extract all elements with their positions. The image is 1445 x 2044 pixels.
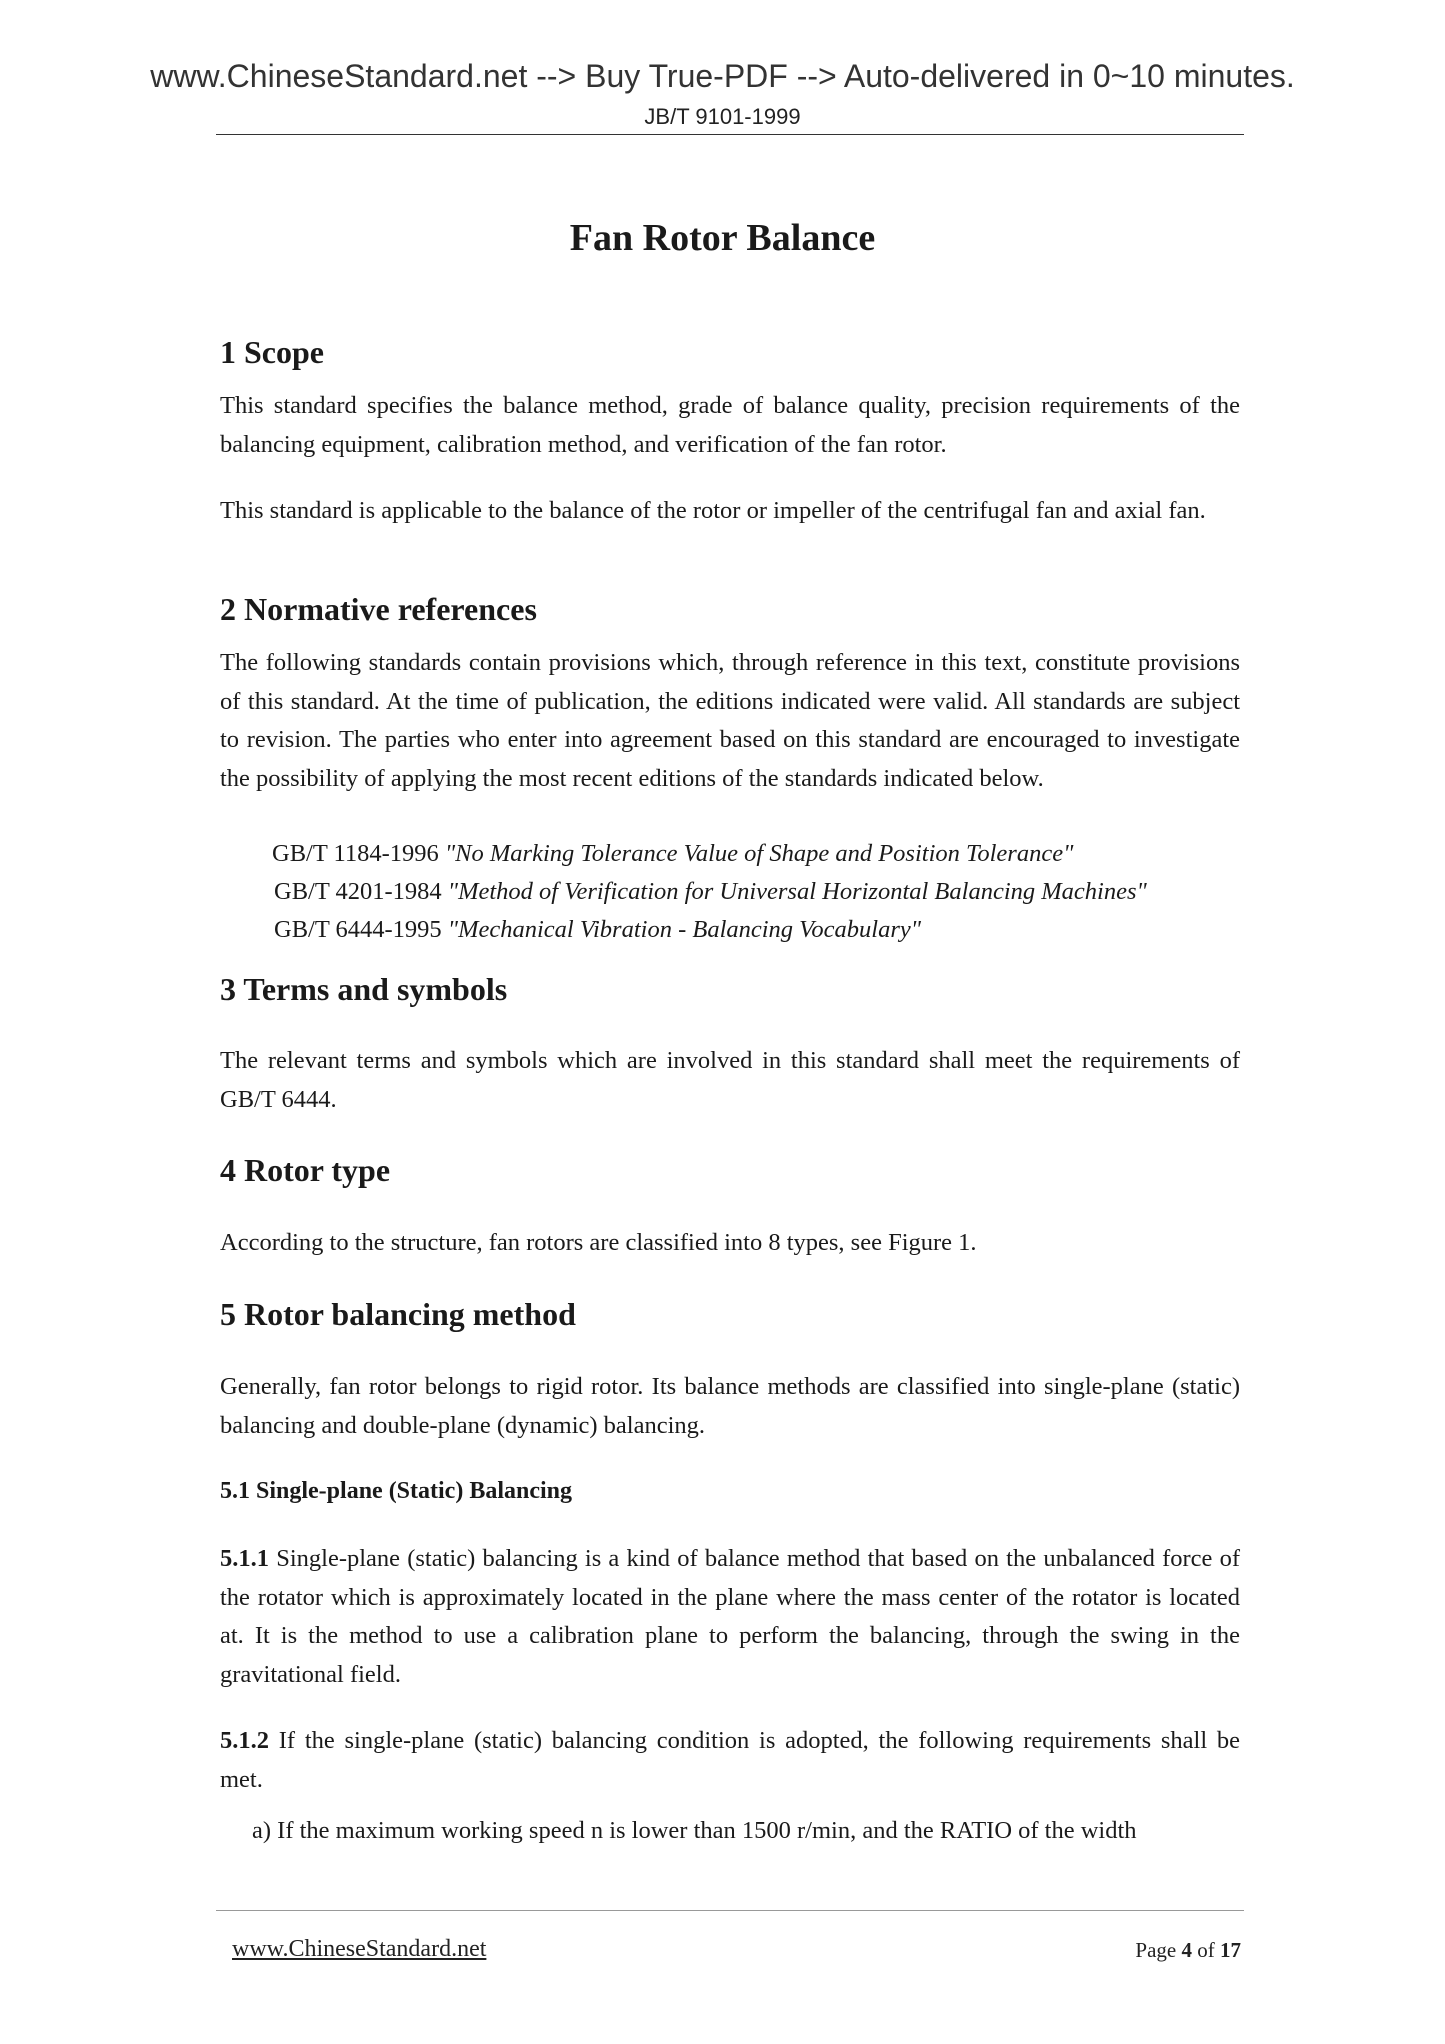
header-divider [216, 134, 1244, 135]
site-banner: www.ChineseStandard.net --> Buy True-PDF --> Auto-delivered in 0~10 minutes. [150, 58, 1295, 94]
balancing-paragraph: Generally, fan rotor belongs to rigid rotor. Its balance methods are classified into single-plane (static) balancing and double-plane (dynamic) balancing. [220, 1373, 1240, 1439]
page-label: Page [1135, 1938, 1177, 1962]
reference-code: GB/T 1184-1996 [272, 840, 439, 867]
reference-title: "No Marking Tolerance Value of Shape and Position Tolerance" [444, 840, 1074, 867]
current-page: 4 [1181, 1938, 1192, 1962]
scope-paragraph-2: This standard is applicable to the balance of the rotor or impeller of the centrifugal fan and axial fan. [220, 497, 1206, 524]
references-paragraph: The following standards contain provisions which, through reference in this text, constitute provisions of this standard. At the time of publication, the editions indicated were valid. All standards are subject to revision. The parties who enter into agreement based on this standard are encouraged to investigate the possibility of applying the most recent editions of the standards indicated below. [220, 649, 1240, 792]
document-code: JB/T 9101-1999 [644, 104, 801, 129]
reference-item [272, 835, 1073, 873]
reference-title: "Method of Verification for Universal Horizontal Balancing Machines" [447, 878, 1147, 905]
section-heading-rotor-type: 4 Rotor type [220, 1152, 391, 1188]
section-heading-references: 2 Normative references [220, 591, 537, 627]
total-pages: 17 [1220, 1938, 1241, 1962]
section-heading-terms: 3 Terms and symbols [220, 971, 508, 1007]
clause-text: If the single-plane (static) balancing condition is adopted, the following requirements shall be met. [220, 1727, 1240, 1793]
footer-site-link[interactable]: www.ChineseStandard.net [232, 1936, 487, 1962]
terms-paragraph: The relevant terms and symbols which are involved in this standard shall meet the requirements of GB/T 6444. [220, 1047, 1240, 1113]
clause-number: 5.1.1 [220, 1545, 269, 1572]
page-number [1135, 1938, 1241, 1963]
page-of-label: of [1197, 1938, 1215, 1962]
reference-title: "Mechanical Vibration - Balancing Vocabulary" [447, 916, 922, 943]
reference-code: GB/T 4201-1984 [274, 878, 442, 905]
clause-number: 5.1.2 [220, 1727, 269, 1754]
reference-item [274, 911, 921, 949]
reference-code: GB/T 6444-1995 [274, 916, 442, 943]
subsection-heading-static: 5.1 Single-plane (Static) Balancing [220, 1478, 573, 1504]
page-title: Fan Rotor Balance [569, 217, 876, 259]
clause-5-1-2 [220, 1722, 1240, 1799]
rotor-type-paragraph: According to the structure, fan rotors are classified into 8 types, see Figure 1. [220, 1229, 977, 1256]
reference-item [274, 873, 1147, 911]
clause-text: Single-plane (static) balancing is a kind of balance method that based on the unbalanced force of the rotator which is approximately located in the plane where the mass center of the rotator is located at. It is the method to use a calibration plane to perform the balancing, through the swing in the gravitational field. [220, 1545, 1240, 1688]
section-heading-scope: 1 Scope [220, 334, 324, 370]
footer-divider [216, 1910, 1244, 1911]
section-heading-balancing: 5 Rotor balancing method [220, 1296, 576, 1332]
clause-5-1-1 [220, 1540, 1240, 1694]
list-item-a: a) If the maximum working speed n is lower than 1500 r/min, and the RATIO of the width [252, 1817, 1137, 1844]
scope-paragraph-1: This standard specifies the balance method, grade of balance quality, precision requirements of the balancing equipment, calibration method, and verification of the fan rotor. [220, 392, 1240, 458]
